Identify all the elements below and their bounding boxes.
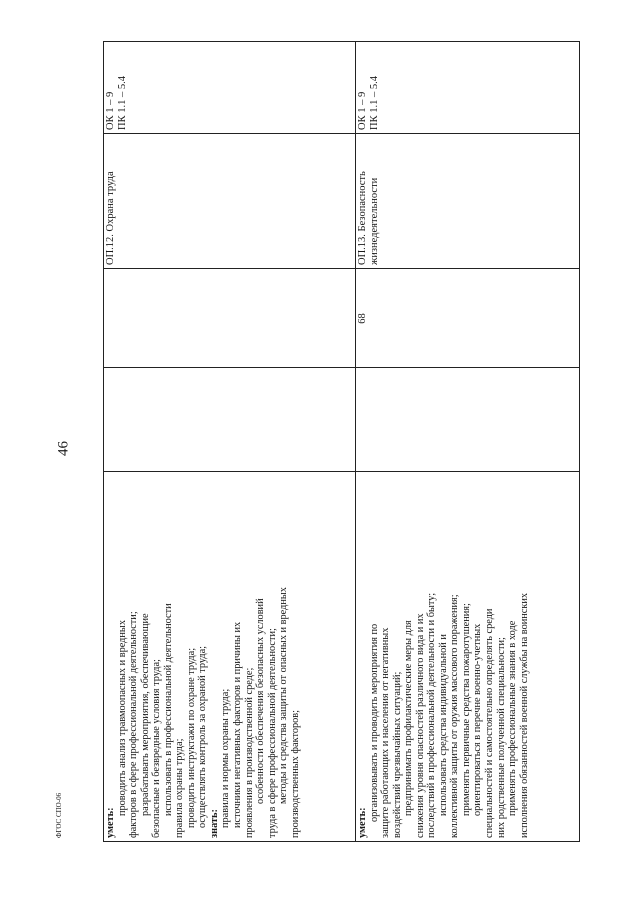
skill-line: ориентироваться в перечне военно-учетных [472, 623, 484, 816]
table-row-2-competencies [355, 472, 580, 842]
skill-line: предпринимать профилактические меры для [403, 620, 415, 816]
skill-line: использовать в профессиональной деятельности [162, 603, 174, 816]
skill-line: применять профессиональные знания в ходе [507, 620, 519, 816]
skill-line: организовывать и проводить мероприятия по [368, 623, 380, 822]
professional-competence-code: ПК 1.1 – 5.4 [369, 76, 380, 130]
skill-line: исполнения обязанностей военной службы на воинских [518, 593, 530, 838]
page-number: 46 [55, 441, 72, 456]
general-competence-code: ОК 1 – 9 [105, 91, 116, 130]
page-footer-code: ФГОС СПО-06 [55, 792, 63, 838]
general-competence-code: ОК 1 – 9 [357, 91, 368, 130]
skill-line: применять первичные средства пожаротушения; [460, 603, 472, 816]
knowledge-line: особенности обеспечения безопасных условий [255, 598, 267, 804]
knowledge-line: производственных факторов; [289, 709, 301, 838]
umet-label: уметь: [105, 807, 116, 838]
skill-line: защите работающих и населения от негативных [380, 627, 392, 838]
knowledge-line: проявления в производственной среде; [243, 667, 255, 838]
table-row-1-hours-required [103, 269, 355, 368]
skill-line: разрабатывать мероприятия, обеспечивающие [139, 613, 151, 816]
knowledge-line: источники негативных факторов и причины их [232, 621, 244, 828]
skill-line: проводить анализ травмоопасных и вредных [116, 620, 128, 816]
curriculum-table [103, 41, 580, 842]
knowledge-line: труда в сфере профессиональной деятельности; [266, 628, 278, 838]
table-row-2-hours-required: 68 [357, 313, 368, 324]
skill-line: безопасные и безвредные условия труда; [151, 659, 163, 838]
table-row-1-hours-total [103, 368, 355, 472]
skill-line: последствий в профессиональной деятельности и быту; [426, 592, 438, 838]
skill-line: факторов в сфере профессиональной деятельности; [128, 611, 140, 838]
table-row-2-discipline: ОП.13. Безопасность жизнедеятельности [357, 171, 380, 265]
table-row-2-codes [355, 41, 580, 134]
skill-line: них родственные полученной специальности; [495, 637, 507, 838]
table-row-2-hours-total [355, 368, 580, 472]
professional-competence-code: ПК 1.1 – 5.4 [117, 76, 128, 130]
skill-line: использовать средства индивидуальной и [437, 634, 449, 816]
umet-label: уметь: [357, 807, 368, 838]
skill-line: осуществлять контроль за охраной труда; [197, 645, 209, 828]
skill-line: коллективной защиты от оружия массового поражения; [449, 594, 461, 838]
table-row-1-codes [103, 41, 355, 134]
table-row-1-competencies [103, 472, 355, 842]
skill-line: воздействий чрезвычайных ситуаций; [391, 671, 403, 838]
knowledge-line: методы и средства защиты от опасных и вредных [278, 587, 290, 804]
znat-label: знать: [208, 809, 220, 838]
table-viewport [103, 41, 580, 842]
table-row-1-discipline: ОП.12. Охрана труда [105, 171, 116, 265]
skill-line: правила охраны труда; [174, 738, 186, 838]
skill-line: специальностей и самостоятельно определять среди [484, 608, 496, 838]
skill-line: проводить инструктажи по охране труда; [185, 647, 197, 828]
skill-line: снижения уровня опасностей различного вида и их [414, 613, 426, 838]
knowledge-line: правила и нормы охраны труда; [220, 688, 232, 828]
